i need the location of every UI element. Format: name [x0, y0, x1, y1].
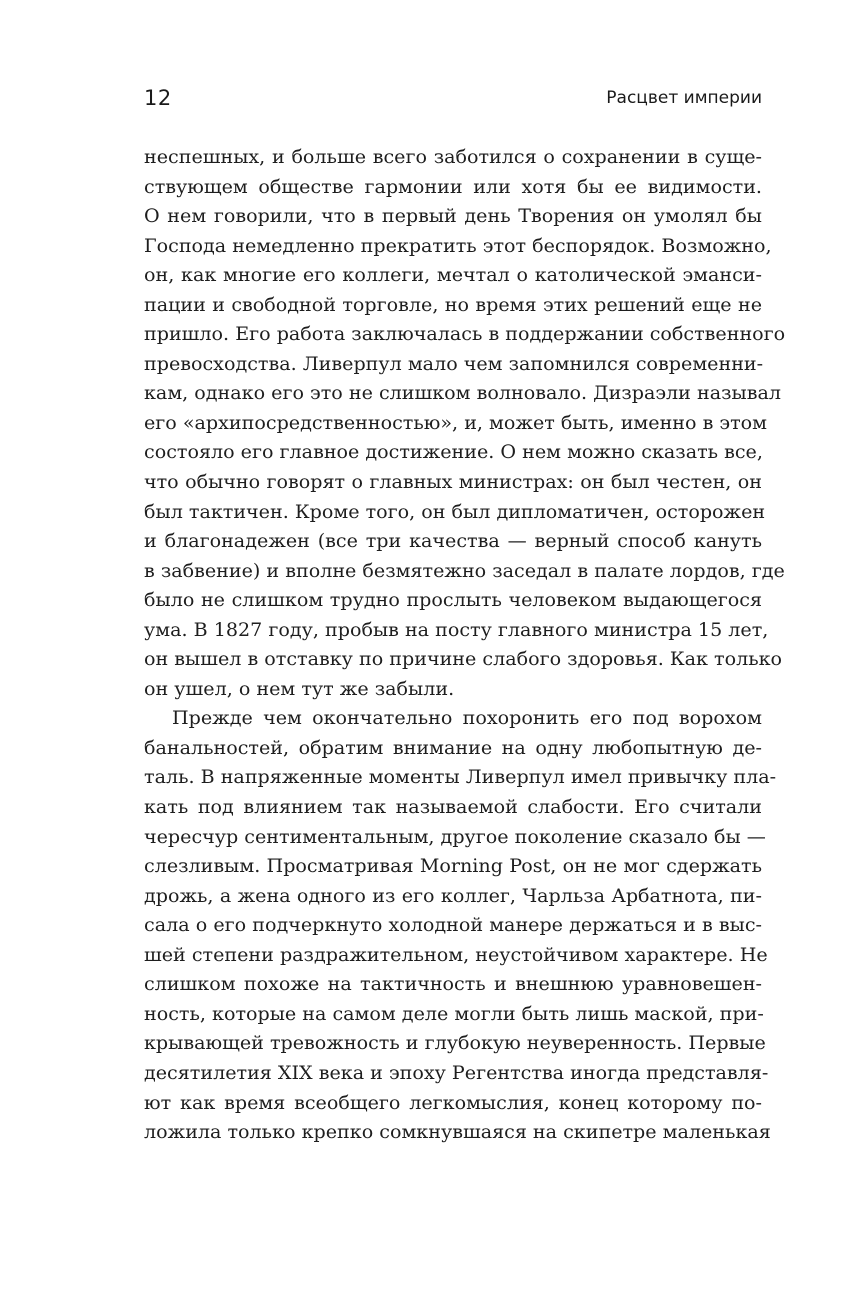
- running-head: [144, 82, 762, 112]
- text-line: кам, однако его это не слишком волновало. Дизраэли называл: [144, 381, 781, 405]
- text-line: О нем говорили, что в первый день Творения он умолял бы: [144, 204, 762, 228]
- text-line: и благонадежен (все три качества — верный способ кануть: [144, 529, 762, 553]
- text-line: пришло. Его работа заключалась в поддержании собственного: [144, 322, 786, 346]
- text-line: кать под влиянием так называемой слабости. Его считали: [144, 795, 762, 819]
- text-line: ложила только крепко сомкнувшаяся на скипетре маленькая: [144, 1120, 771, 1144]
- text-line: Прежде чем окончательно похоронить его под ворохом: [172, 706, 762, 730]
- text-line: состояло его главное достижение. О нем можно сказать все,: [144, 440, 763, 464]
- paragraph: [144, 703, 777, 1146]
- text-line: он, как многие его коллеги, мечтал о католической эманси-: [144, 263, 762, 287]
- text-line: что обычно говорят о главных министрах: он был честен, он: [144, 470, 762, 494]
- text-line: слезливым. Просматривая Morning Post, он не мог сдержать: [144, 854, 762, 878]
- text-line: сала о его подчеркнуто холодной манере держаться и в выс-: [144, 913, 762, 937]
- text-line: неспешных, и больше всего заботился о сохранении в суще-: [144, 145, 762, 168]
- text-line: крывающей тревожность и глубокую неуверенность. Первые: [144, 1031, 766, 1055]
- text-line: ют как время всеобщего легкомыслия, конец которому по-: [144, 1090, 762, 1114]
- text-line: он ушел, о нем тут же забыли.: [144, 676, 455, 700]
- text-line: шей степени раздражительном, неустойчивом характере. Не: [144, 942, 768, 966]
- text-line: таль. В напряженные моменты Ливерпул имел привычку пла-: [144, 765, 777, 789]
- text-line: дрожь, а жена одного из его коллег, Чарльза Арбатнота, пи-: [144, 883, 762, 907]
- text-line: ума. В 1827 году, пробыв на посту главного министра 15 лет,: [144, 617, 769, 641]
- text-line: в забвение) и вполне безмятежно заседал в палате лордов, где: [144, 558, 785, 582]
- text-line: Господа немедленно прекратить этот беспорядок. Возможно,: [144, 233, 772, 257]
- text-line: был тактичен. Кроме того, он был дипломатичен, осторожен: [144, 499, 766, 523]
- text-line: его «архипосредственностью», и, может быть, именно в этом: [144, 410, 768, 434]
- text-line: было не слишком трудно прослыть человеком выдающегося: [144, 588, 762, 612]
- text-line: ность, которые на самом деле могли быть лишь маской, при-: [144, 1001, 764, 1025]
- text-line: слишком похоже на тактичность и внешнюю уравновешен-: [144, 972, 762, 996]
- text-line: пации и свободной торговле, но время этих решений еще не: [144, 292, 762, 316]
- text-line: банальностей, обратим внимание на одну любопытную де-: [144, 735, 762, 759]
- paragraph: [144, 142, 786, 703]
- running-title: Расцвет империи: [606, 88, 762, 108]
- text-line: чересчур сентиментальным, другое поколение сказало бы —: [144, 824, 766, 848]
- page-number: 12: [144, 86, 172, 110]
- text-line: превосходства. Ливерпул мало чем запомнился современни-: [144, 351, 764, 375]
- body-text: [144, 142, 786, 1147]
- text-line: десятилетия XIX века и эпоху Регентства иногда представля-: [144, 1060, 769, 1084]
- text-line: ствующем обществе гармонии или хотя бы ее видимости.: [144, 174, 762, 198]
- text-line: он вышел в отставку по причине слабого здоровья. Как только: [144, 647, 783, 671]
